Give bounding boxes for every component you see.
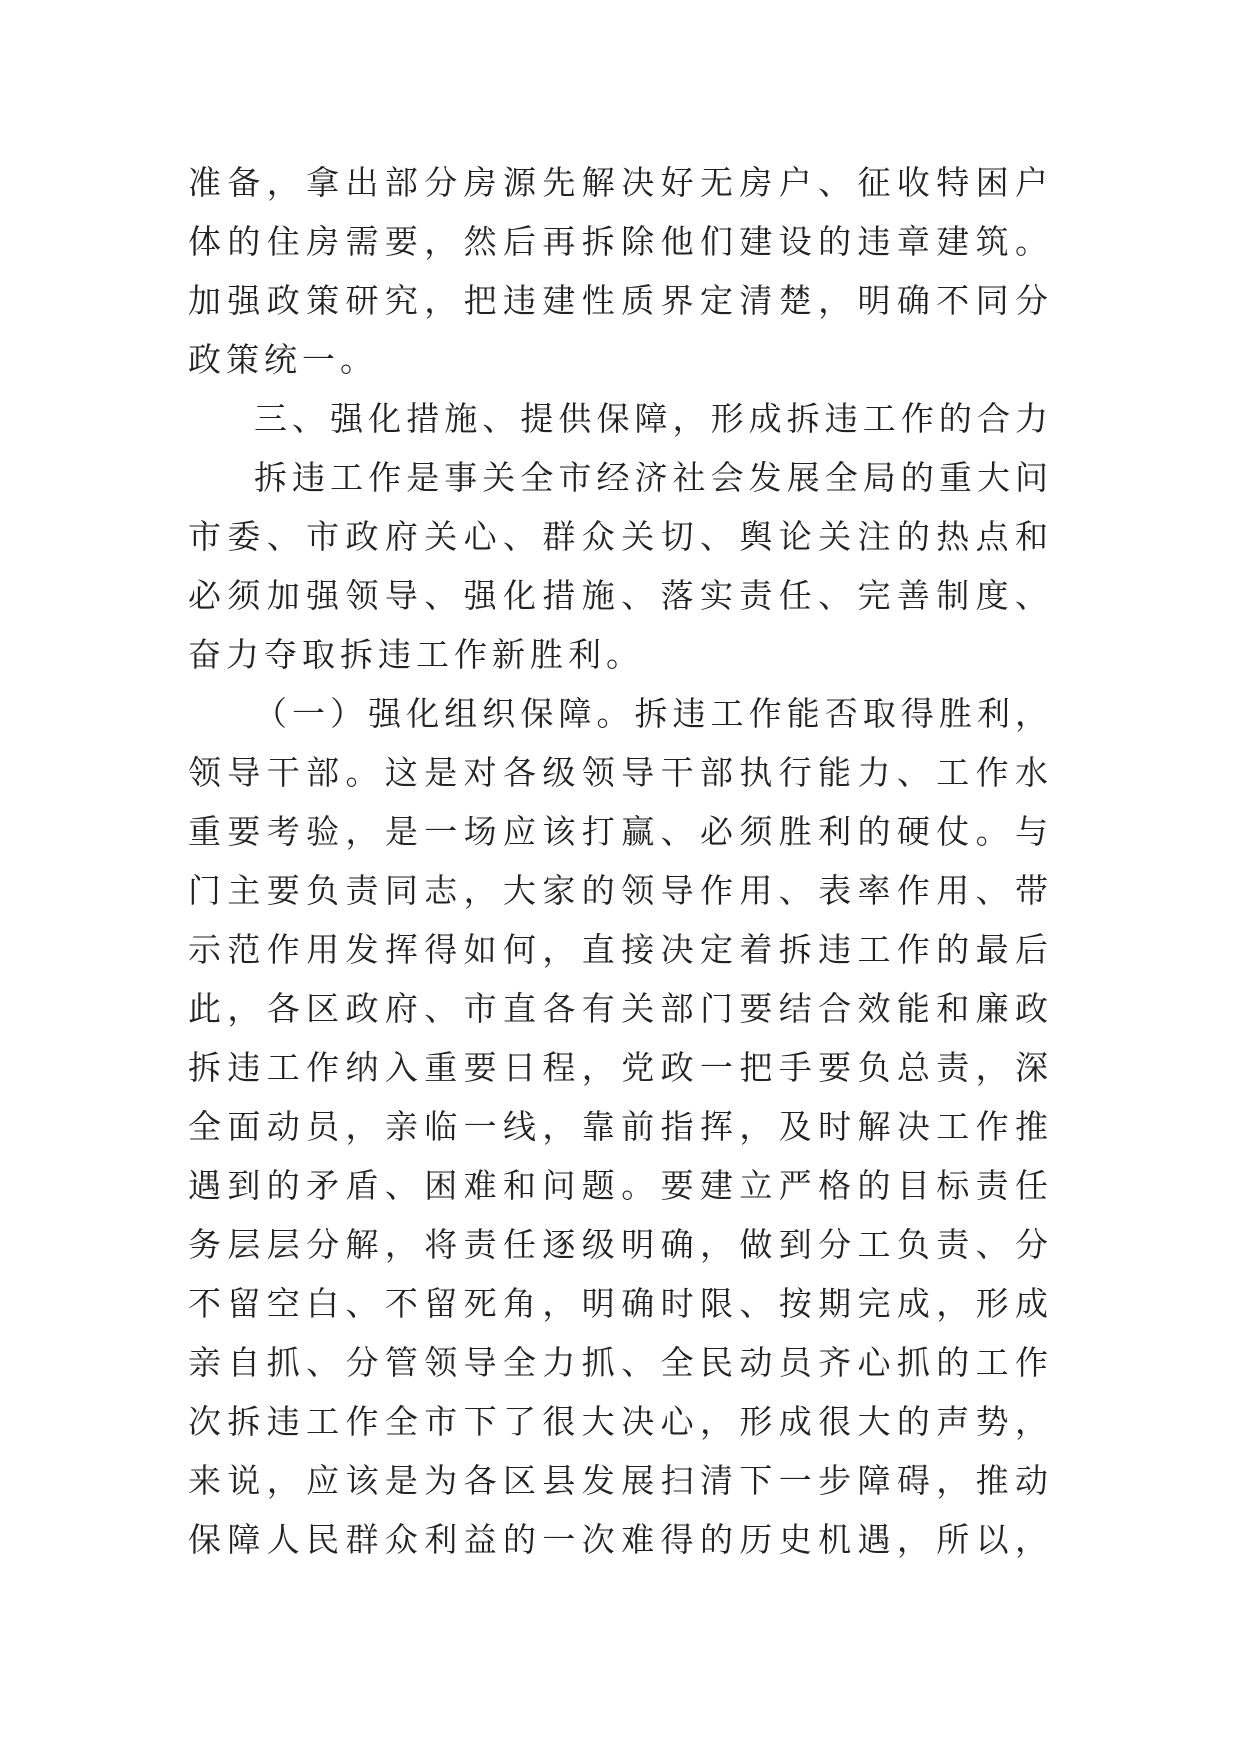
subsection-heading: （一）强化组织保障。拆违工作能否取得胜利， xyxy=(254,694,1053,733)
text-line: 遇到的矛盾、困难和问题。要建立严格的目标责任 xyxy=(188,1166,1053,1205)
text-line: 政策统一。 xyxy=(188,340,378,379)
text-line: 加强政策研究，把违建性质界定清楚，明确不同分 xyxy=(188,281,1053,320)
text-line: 示范作用发挥得如何，直接决定着拆违工作的最后 xyxy=(188,930,1053,969)
text-line: 不留空白、不留死角，明确时限、按期完成，形成 xyxy=(188,1284,1053,1323)
body-text xyxy=(188,153,1053,1569)
text-line: 市委、市政府关心、群众关切、舆论关注的热点和 xyxy=(188,517,1053,556)
text-line: 奋力夺取拆违工作新胜利。 xyxy=(188,635,644,674)
text-line: 保障人民群众利益的一次难得的历史机遇，所以， xyxy=(188,1520,1053,1559)
text-line: 全面动员，亲临一线，靠前指挥，及时解决工作推 xyxy=(188,1107,1053,1146)
text-line: 准备，拿出部分房源先解决好无房户、征收特困户 xyxy=(188,163,1053,202)
text-line: 来说，应该是为各区县发展扫清下一步障碍，推动 xyxy=(188,1461,1053,1500)
text-line: 此，各区政府、市直各有关部门要结合效能和廉政 xyxy=(188,989,1053,1028)
text-line: 亲自抓、分管领导全力抓、全民动员齐心抓的工作 xyxy=(188,1343,1053,1382)
text-line: 门主要负责同志，大家的领导作用、表率作用、带 xyxy=(188,871,1053,910)
section-heading: 三、强化措施、提供保障，形成拆违工作的合力 xyxy=(254,399,1053,438)
text-line: 次拆违工作全市下了很大决心，形成很大的声势， xyxy=(188,1402,1053,1441)
text-line: 拆违工作是事关全市经济社会发展全局的重大问 xyxy=(254,458,1053,497)
text-line: 务层层分解，将责任逐级明确，做到分工负责、分 xyxy=(188,1225,1053,1264)
text-line: 重要考验，是一场应该打赢、必须胜利的硬仗。与 xyxy=(188,812,1053,851)
text-line: 拆违工作纳入重要日程，党政一把手要负总责，深 xyxy=(188,1048,1053,1087)
text-line: 领导干部。这是对各级领导干部执行能力、工作水 xyxy=(188,753,1053,792)
text-line: 必须加强领导、强化措施、落实责任、完善制度、 xyxy=(188,576,1053,615)
text-line: 体的住房需要，然后再拆除他们建设的违章建筑。 xyxy=(188,222,1053,261)
